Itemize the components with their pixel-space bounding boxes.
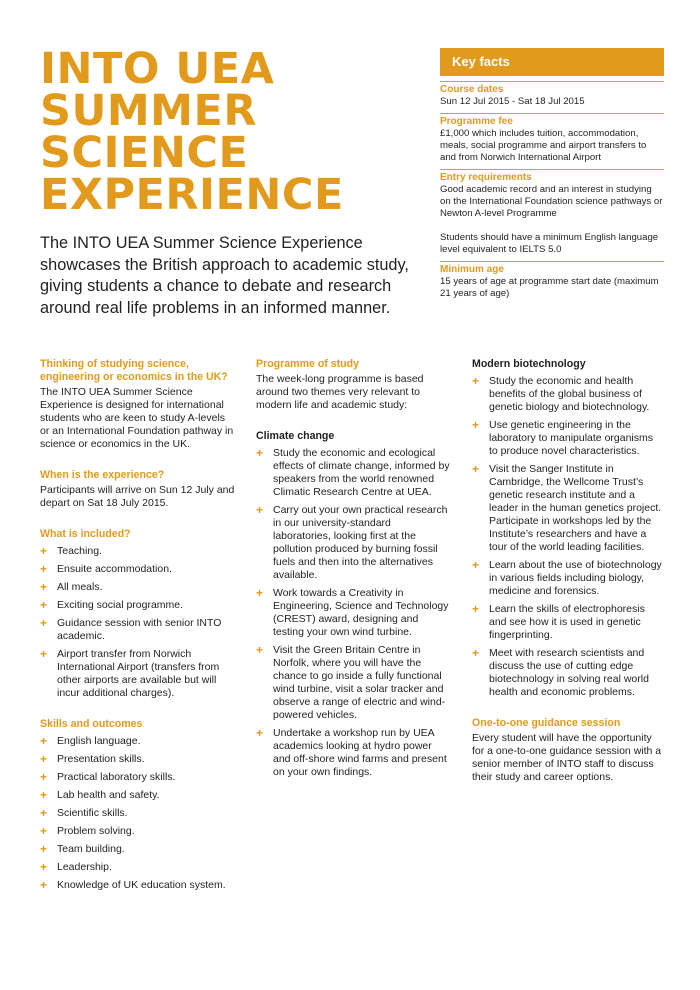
section-guidance: [472, 717, 664, 784]
list-item-text: Use genetic engineering in the laboratory to manipulate organisms to produce novel characteristics.: [489, 419, 654, 457]
plus-icon: +: [40, 878, 48, 892]
title-line: INTO UEA: [40, 44, 275, 94]
subsection-heading: Modern biotechnology: [472, 358, 586, 370]
list-item: [40, 581, 235, 594]
list-item: [256, 447, 450, 499]
column-2: [256, 358, 450, 784]
list-item: [472, 559, 664, 598]
column-1: [40, 358, 235, 897]
list-item-text: Presentation skills.: [57, 753, 145, 765]
list-item-text: Knowledge of UK education system.: [57, 879, 226, 891]
list-item-text: Airport transfer from Norwich International Airport (transfers from other airports are available but will incur additional charges).: [57, 648, 220, 699]
fact-label: Minimum age: [440, 264, 504, 275]
key-facts-header: Key facts: [440, 48, 664, 76]
fact-text: 15 years of age at programme start date (maximum 21 years of age): [440, 276, 659, 299]
list-item: [40, 807, 235, 820]
list-item-text: Lab health and safety.: [57, 789, 160, 801]
plus-icon: +: [472, 374, 480, 388]
fact-course-dates: [440, 81, 664, 108]
section-biotechnology: [472, 358, 664, 699]
list-item: [40, 825, 235, 838]
section-when: [40, 469, 235, 510]
climate-list: [256, 447, 450, 779]
list-item-text: Exciting social programme.: [57, 599, 184, 611]
list-item-text: Visit the Green Britain Centre in Norfolk, where you will have the chance to go inside a fully functional wind turbine, visit a solar tracker and observe a range of electric and wind-powered vehicles.: [273, 644, 446, 721]
list-item: [40, 648, 235, 700]
plus-icon: +: [40, 647, 48, 661]
list-item-text: All meals.: [57, 581, 103, 593]
section-text: Every student will have the opportunity for a one-to-one guidance session with a senior member of INTO staff to discuss their study and career options.: [472, 732, 662, 783]
list-item-text: English language.: [57, 735, 141, 747]
title-line: SCIENCE: [40, 128, 249, 178]
plus-icon: +: [40, 598, 48, 612]
list-item: [472, 419, 664, 458]
plus-icon: +: [40, 734, 48, 748]
section-heading: Thinking of studying science, engineering or economics in the UK?: [40, 358, 228, 383]
list-item-text: Leadership.: [57, 861, 112, 873]
plus-icon: +: [40, 824, 48, 838]
title-line: EXPERIENCE: [40, 170, 344, 220]
list-item: [40, 599, 235, 612]
plus-icon: +: [40, 752, 48, 766]
list-item-text: Problem solving.: [57, 825, 135, 837]
plus-icon: +: [40, 580, 48, 594]
section-text: The week-long programme is based around two themes very relevant to modern life and academic study:: [256, 373, 424, 411]
section-included: [40, 528, 235, 700]
column-3: [472, 358, 664, 784]
list-item: [472, 375, 664, 414]
section-heading: Skills and outcomes: [40, 718, 143, 730]
plus-icon: +: [472, 646, 480, 660]
plus-icon: +: [256, 503, 264, 517]
list-item-text: Carry out your own practical research in our university-standard laboratories, looking first at the pollution produced by burning fossil fuels and then into the alternatives available.: [273, 504, 448, 581]
fact-text: Sun 12 Jul 2015 - Sat 18 Jul 2015: [440, 96, 585, 107]
section-heading: Programme of study: [256, 358, 360, 370]
section-skills: [40, 718, 235, 892]
list-item-text: Practical laboratory skills.: [57, 771, 176, 783]
skills-list: [40, 735, 235, 892]
plus-icon: +: [472, 558, 480, 572]
list-item-text: Team building.: [57, 843, 125, 855]
subsection-heading: Climate change: [256, 430, 335, 442]
fact-text: Good academic record and an interest in studying on the International Foundation science pathways or Newton A-level Programme: [440, 184, 663, 219]
list-item: [40, 879, 235, 892]
fact-entry-requirements: [440, 169, 664, 256]
fact-label: Programme fee: [440, 116, 513, 127]
list-item: [256, 644, 450, 722]
list-item-text: Scientific skills.: [57, 807, 128, 819]
plus-icon: +: [256, 446, 264, 460]
section-text: Participants will arrive on Sun 12 July and depart on Sat 18 July 2015.: [40, 484, 235, 509]
list-item-text: Teaching.: [57, 545, 102, 557]
fact-programme-fee: [440, 113, 664, 164]
list-item: [256, 727, 450, 779]
page-title: [40, 44, 420, 220]
plus-icon: +: [256, 643, 264, 657]
list-item: [256, 587, 450, 639]
plus-icon: +: [472, 462, 480, 476]
plus-icon: +: [472, 602, 480, 616]
list-item-text: Ensuite accommodation.: [57, 563, 172, 575]
biotech-list: [472, 375, 664, 699]
plus-icon: +: [256, 726, 264, 740]
plus-icon: +: [40, 544, 48, 558]
fact-label: Entry requirements: [440, 172, 532, 183]
list-item-text: Study the economic and ecological effects of climate change, informed by speakers from the world renowned Climatic Research Centre at UEA.: [273, 447, 450, 498]
list-item-text: Work towards a Creativity in Engineering, Science and Technology (CREST) award, designing and testing your own wind turbine.: [273, 587, 449, 638]
intro-paragraph: The INTO UEA Summer Science Experience showcases the British approach to academic study, giving students a chance to debate and research around real life problems in an informed manner.: [40, 234, 409, 317]
section-heading: What is included?: [40, 528, 131, 540]
title-line: SUMMER: [40, 86, 257, 136]
list-item-text: Study the economic and health benefits of the global business of genetic biology and biotechnology.: [489, 375, 650, 413]
list-item: [40, 735, 235, 748]
list-item-text: Learn the skills of electrophoresis and see how it is used in genetic fingerprinting.: [489, 603, 645, 641]
list-item: [40, 771, 235, 784]
included-list: [40, 545, 235, 700]
list-item: [472, 463, 664, 554]
list-item: [40, 753, 235, 766]
list-item: [40, 843, 235, 856]
fact-label: Course dates: [440, 84, 504, 95]
plus-icon: +: [40, 842, 48, 856]
fact-text: £1,000 which includes tuition, accommodation, meals, social programme and airport transfers to and from Norwich International Airport: [440, 128, 647, 163]
plus-icon: +: [40, 562, 48, 576]
list-item-text: Learn about the use of biotechnology in various fields including biology, medicine and forensics.: [489, 559, 662, 597]
key-facts-box: [440, 48, 664, 300]
list-item: [40, 789, 235, 802]
list-item-text: Meet with research scientists and discuss the use of cutting edge biotechnology in solving real world health and economic problems.: [489, 647, 649, 698]
plus-icon: +: [40, 860, 48, 874]
list-item-text: Visit the Sanger Institute in Cambridge, the Wellcome Trust’s genetic research institute and a leader in the human genetics project. Participate in workshops led by the Institute’s researchers and have a tour of the world leading facilities.: [489, 463, 662, 553]
section-text: The INTO UEA Summer Science Experience is designed for international students who are keen to study A-levels or an International Foundation pathway in science or economics in the UK.: [40, 386, 234, 450]
section-heading: One-to-one guidance session: [472, 717, 621, 729]
list-item: [472, 647, 664, 699]
list-item: [256, 504, 450, 582]
plus-icon: +: [40, 616, 48, 630]
list-item: [40, 617, 235, 643]
plus-icon: +: [256, 586, 264, 600]
list-item: [40, 545, 235, 558]
list-item: [40, 861, 235, 874]
section-climate-change: [256, 430, 450, 779]
fact-minimum-age: [440, 261, 664, 300]
list-item-text: Guidance session with senior INTO academic.: [57, 617, 222, 642]
list-item: [40, 563, 235, 576]
plus-icon: +: [40, 788, 48, 802]
list-item-text: Undertake a workshop run by UEA academics looking at hydro power and off-shore wind farms and present on your own findings.: [273, 727, 447, 778]
plus-icon: +: [40, 806, 48, 820]
section-heading: When is the experience?: [40, 469, 165, 481]
fact-text: Students should have a minimum English language level equivalent to IELTS 5.0: [440, 232, 659, 255]
list-item: [472, 603, 664, 642]
plus-icon: +: [472, 418, 480, 432]
plus-icon: +: [40, 770, 48, 784]
section-thinking: [40, 358, 235, 451]
